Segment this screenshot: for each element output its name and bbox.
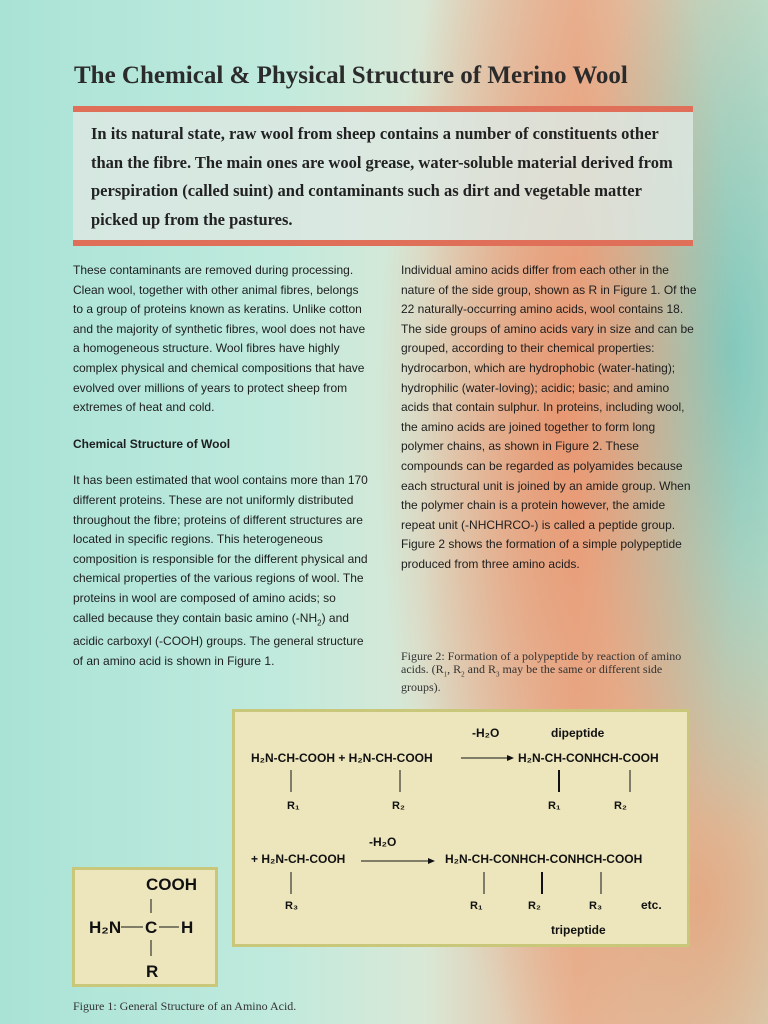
section-heading: Chemical Structure of Wool [73, 436, 231, 451]
r3-label-a: R₃ [285, 900, 299, 912]
subscript-2: 2 [317, 617, 322, 627]
amino-acid-structure [75, 870, 215, 984]
side-group: R [146, 962, 159, 981]
caption-text-a: Figure 2: Formation of a polypeptide by reaction of amino acids. (R [401, 649, 682, 676]
hydrogen-atom: H [181, 918, 194, 937]
figure-1-box [72, 867, 218, 987]
figure-1-caption: Figure 1: General Structure of an Amino Acid. [73, 999, 297, 1013]
r3-label-c: R₃ [589, 900, 603, 912]
left-column [73, 261, 368, 672]
reactant-2: + H₂N-CH-COOH [251, 852, 346, 866]
page-title: The Chemical & Physical Structure of Merino Wool [74, 62, 628, 89]
r2-label-b: R₂ [614, 800, 627, 812]
alpha-carbon: C [145, 918, 158, 937]
right-paragraph-1: Individual amino acids differ from each other in the nature of the side group, shown as R in Figure 1. Of the 22 naturally-occurring amino acids, wool contains 18. The side groups of amino acids vary in size and can be grouped, according to their chemical properties: hydrocarbon, which are hydrophobic (water-hating); hydrophilic (water-loving); acidic; basic; and amino acids that contain sulphur. In proteins, including wool, the amino acids are joined together to form long polymer chains, as shown in Figure 2. These compounds can be regarded as polyamides because each structural unit is joined by an amide group. When the polymer chain is a protein however, the amide repeat unit (-NHCHRCO-) is called a peptide group. Figure 2 shows the formation of a simple polypeptide produced from three amino acids. [401, 263, 697, 571]
water-label-1: -H₂O [472, 726, 500, 740]
r1-label-b: R₁ [548, 800, 561, 812]
cooh-group: COOH [146, 875, 197, 894]
arrow-head-1 [507, 755, 514, 761]
polypeptide-diagram [235, 712, 687, 944]
tripeptide-label: tripeptide [551, 923, 606, 937]
dipeptide-label: dipeptide [551, 726, 605, 740]
reactants-1: H₂N-CH-COOH + H₂N-CH-COOH [251, 751, 433, 765]
caption-text-c: and R [464, 662, 497, 676]
caption-text-d: may be the same or different side groups). [401, 662, 663, 695]
r1-label-a: R₁ [287, 800, 300, 812]
arrow-head-2 [428, 858, 435, 864]
intro-text: In its natural state, raw wool from sheep contains a number of constituents other than the fibre. The main ones are wool grease, water-soluble material derived from perspiration (called suint) and contaminants such as dirt and vegetable matter picked up from the pastures. [91, 124, 673, 229]
intro-box [73, 112, 693, 240]
caption-text-b: , R [447, 662, 462, 676]
figure-2-caption [401, 650, 691, 694]
water-label-2: -H₂O [369, 835, 397, 849]
product-1: H₂N-CH-CONHCH-COOH [518, 751, 659, 765]
right-column [401, 261, 698, 575]
bottom-rule [73, 240, 693, 246]
r2-label-a: R₂ [392, 800, 405, 812]
r1-label-c: R₁ [470, 900, 483, 912]
etc-label: etc. [641, 898, 662, 912]
caption-sub-3: 3 [496, 670, 500, 679]
left-paragraph-2 [73, 471, 368, 671]
caption-sub-1: 1 [443, 670, 448, 679]
left-paragraph-1: These contaminants are removed during processing. Clean wool, together with other animal fibres, belongs to a group of proteins known as keratins. Unlike cotton and the majority of synthetic fibres, wool does not have a homogeneous structure. Wool fibres have highly complex physical and chemical compositions that have evolved over millions of years to protect sheep from extremes of heat and cold. [73, 263, 366, 415]
product-2: H₂N-CH-CONHCH-CONHCH-COOH [445, 852, 643, 866]
caption-sub-2: 2 [461, 670, 465, 679]
left-paragraph-2-text-end: ) and acidic carboxyl (-COOH) groups. The general structure of an amino acid is shown in Figure 1. [73, 610, 364, 669]
r2-label-c: R₂ [528, 900, 541, 912]
figure-2-box [232, 709, 690, 947]
left-paragraph-2-text: It has been estimated that wool contains more than 170 different proteins. These are not uniformly distributed throughout the fibre; proteins of different structures are located in specific regions. This heterogeneous composition is responsible for the different physical and chemical properties of the various regions of wool. The proteins in wool are composed of amino acids; so called because they contain basic amino (-NH [73, 473, 368, 625]
amino-group: H₂N [89, 918, 122, 937]
